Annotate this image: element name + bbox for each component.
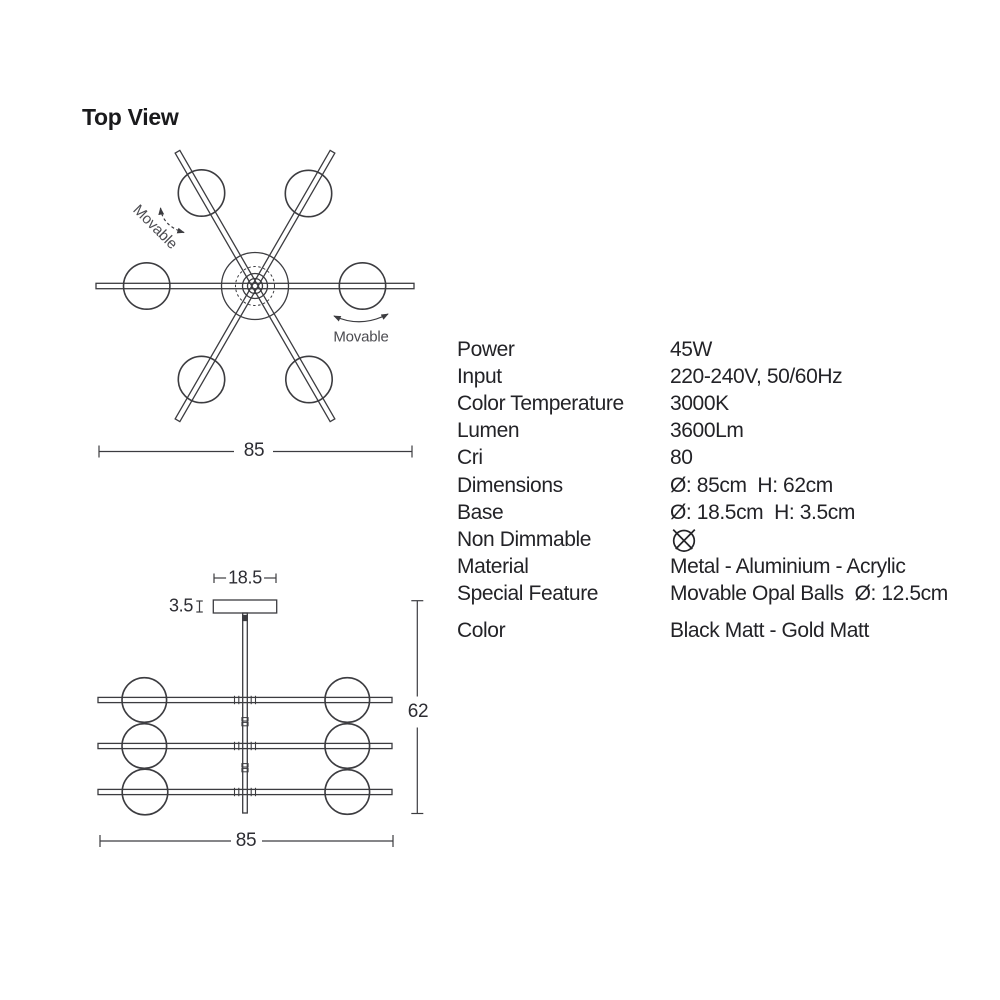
movable-label-right: Movable bbox=[333, 328, 389, 346]
spec-value: Metal - Aluminium - Acrylic bbox=[670, 555, 906, 579]
spec-row-power bbox=[457, 336, 977, 363]
rod-clamps bbox=[235, 696, 256, 796]
spec-label: Input bbox=[457, 364, 502, 388]
spec-value: Movable Opal Balls Ø: 12.5cm bbox=[670, 582, 948, 606]
height-label: 62 bbox=[407, 701, 429, 722]
non-dimmable-icon bbox=[670, 526, 698, 554]
spec-label: Lumen bbox=[457, 419, 520, 443]
spec-value: 3000K bbox=[670, 391, 729, 415]
spec-row-color-temperature bbox=[457, 390, 977, 417]
spec-row-cri bbox=[457, 445, 977, 472]
top-view-hub bbox=[222, 253, 289, 320]
spec-label: Color Temperature bbox=[457, 391, 624, 415]
top-view-balls bbox=[124, 170, 389, 403]
canopy-height-label: 3.5 bbox=[168, 595, 194, 616]
canopy-width-label: 18.5 bbox=[228, 567, 262, 588]
spec-label: Special Feature bbox=[457, 582, 599, 606]
side-view-drawing bbox=[98, 574, 423, 848]
spec-label: Color bbox=[457, 619, 506, 643]
spec-row-lumen bbox=[457, 418, 977, 445]
spec-value: 3600Lm bbox=[670, 419, 744, 443]
spec-row-dimensions bbox=[457, 472, 977, 499]
spec-label: Base bbox=[457, 500, 504, 524]
movable-label-left: Movable bbox=[129, 201, 181, 253]
spec-table bbox=[457, 336, 977, 645]
movable-arrow-right bbox=[334, 314, 388, 322]
spec-row-color bbox=[457, 618, 977, 645]
spec-label: Power bbox=[457, 337, 515, 361]
stem bbox=[243, 613, 248, 813]
spec-label: Cri bbox=[457, 446, 483, 470]
spec-value: 80 bbox=[670, 446, 693, 470]
spec-value: 45W bbox=[670, 337, 712, 361]
spec-label: Material bbox=[457, 555, 529, 579]
spec-label: Dimensions bbox=[457, 473, 563, 497]
spec-label: Non Dimmable bbox=[457, 527, 592, 551]
page-title: Top View bbox=[82, 104, 179, 130]
spec-value: Ø: 18.5cm H: 3.5cm bbox=[670, 500, 855, 524]
spec-row-special-feature bbox=[457, 581, 977, 608]
spec-value: Ø: 85cm H: 62cm bbox=[670, 473, 833, 497]
spec-row-non-dimmable bbox=[457, 526, 977, 553]
side-width-label: 85 bbox=[235, 830, 257, 851]
spec-row-input bbox=[457, 363, 977, 390]
spec-row-material bbox=[457, 554, 977, 581]
spec-value: 220-240V, 50/60Hz bbox=[670, 364, 843, 388]
top-view-width-label: 85 bbox=[243, 440, 265, 461]
canopy-height-dimension bbox=[196, 601, 203, 612]
canopy bbox=[213, 600, 276, 613]
spec-row-base bbox=[457, 499, 977, 526]
top-view-drawing bbox=[96, 150, 414, 457]
spec-value: Black Matt - Gold Matt bbox=[670, 619, 869, 643]
